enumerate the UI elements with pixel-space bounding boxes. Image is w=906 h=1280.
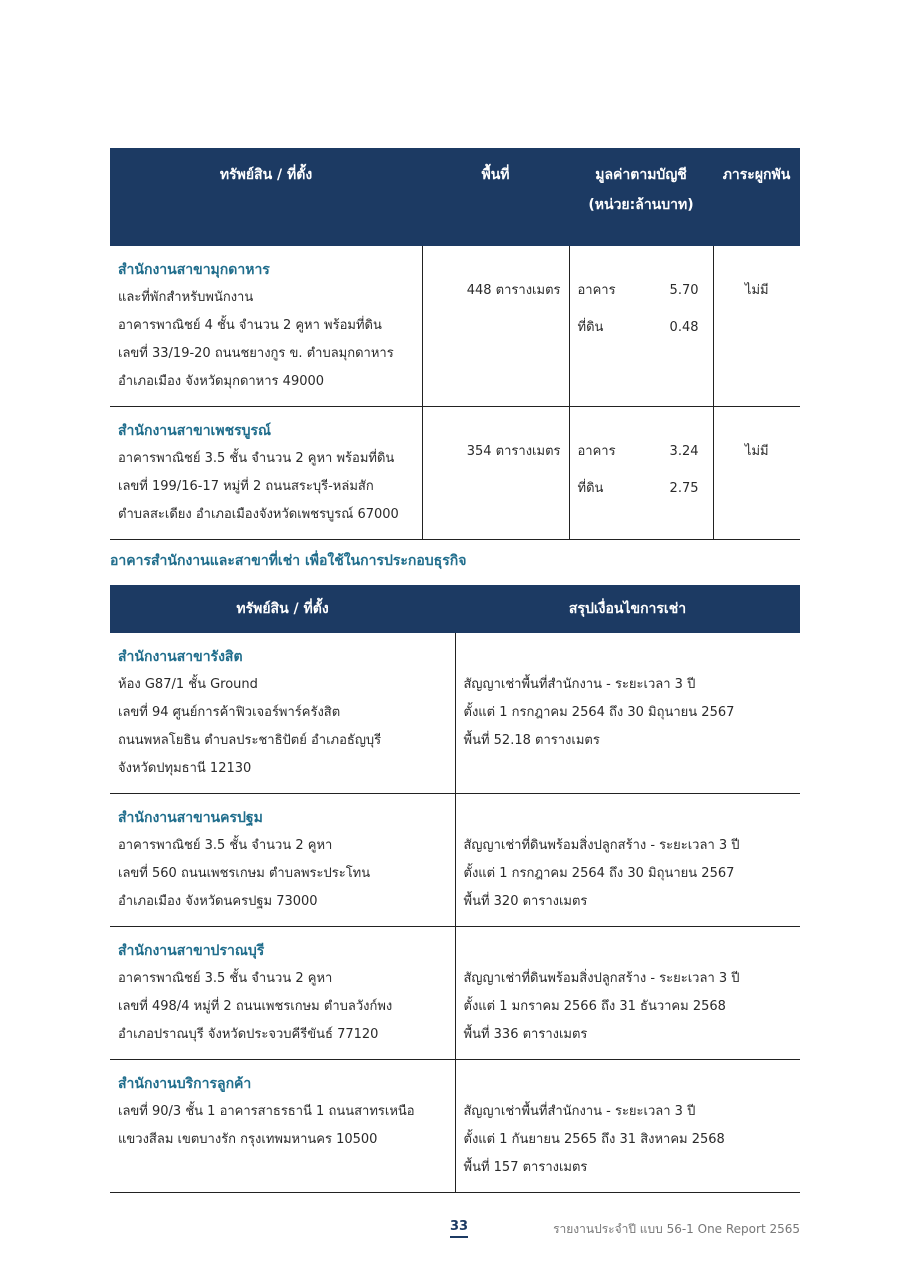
asset-location-cell xyxy=(110,407,422,540)
branch-name: สำนักงานสาขาปราณบุรี xyxy=(118,943,265,959)
address-line: เลขที่ 94 ศูนย์การค้าฟิวเจอร์พาร์ครังสิต xyxy=(118,705,341,720)
table-header-row xyxy=(110,585,800,633)
lease-term-line: ตั้งแต่ 1 กันยายน 2565 ถึง 31 สิงหาคม 2568 xyxy=(463,1132,725,1147)
obligation-cell: ไม่มี xyxy=(713,407,800,540)
table-row xyxy=(110,246,800,407)
lease-term-line: พื้นที่ 157 ตารางเมตร xyxy=(463,1160,588,1175)
land-label: ที่ดิน xyxy=(577,320,604,335)
lease-term-line: สัญญาเช่าที่ดินพร้อมสิ่งปลูกสร้าง - ระยะเวลา 3 ปี xyxy=(463,971,740,986)
building-label: อาคาร xyxy=(577,444,616,459)
address-line: ถนนพหลโยธิน ตำบลประชาธิปัตย์ อำเภอธัญบุรี xyxy=(118,733,382,748)
lease-term-line: พื้นที่ 320 ตารางเมตร xyxy=(463,894,588,909)
branch-name: สำนักงานสาขานครปฐม xyxy=(118,810,263,826)
address-line: ตำบลสะเดียง อำเภอเมืองจังหวัดเพชรบูรณ์ 67000 xyxy=(118,507,399,522)
building-value-row xyxy=(578,438,699,475)
address-line: ห้อง G87/1 ชั้น Ground xyxy=(118,677,258,692)
header-obligation: ภาระผูกพัน xyxy=(713,148,800,246)
lease-term-line: พื้นที่ 336 ตารางเมตร xyxy=(463,1027,588,1042)
address-line: จังหวัดปทุมธานี 12130 xyxy=(118,761,252,776)
header-asset-location: ทรัพย์สิน / ที่ตั้ง xyxy=(110,148,422,246)
header-lease-terms: สรุปเงื่อนไขการเช่า xyxy=(455,585,800,633)
leased-property-table xyxy=(110,585,800,1193)
asset-location-cell xyxy=(110,927,455,1060)
table-row xyxy=(110,633,800,794)
lease-terms-cell xyxy=(455,927,800,1060)
header-area: พื้นที่ xyxy=(422,148,569,246)
report-name: รายงานประจำปี แบบ 56-1 One Report 2565 xyxy=(553,1222,800,1236)
obligation-cell: ไม่มี xyxy=(713,246,800,407)
lease-term-line: สัญญาเช่าพื้นที่สำนักงาน - ระยะเวลา 3 ปี xyxy=(463,1104,696,1119)
lease-term-line: ตั้งแต่ 1 กรกฎาคม 2564 ถึง 30 มิถุนายน 2567 xyxy=(463,866,735,881)
address-line: เลขที่ 498/4 หมู่ที่ 2 ถนนเพชรเกษม ตำบลวังก์พง xyxy=(118,999,393,1014)
address-line: เลขที่ 199/16-17 หมู่ที่ 2 ถนนสระบุรี-หล่มสัก xyxy=(118,479,374,494)
address-line: อาคารพาณิชย์ 3.5 ชั้น จำนวน 2 คูหา xyxy=(118,838,333,853)
area-cell: 448 ตารางเมตร xyxy=(422,246,569,407)
table-row xyxy=(110,794,800,927)
branch-name: สำนักงานสาขามุกดาหาร xyxy=(118,262,270,278)
lease-terms-cell xyxy=(455,1060,800,1193)
table-row xyxy=(110,927,800,1060)
address-line: เลขที่ 90/3 ชั้น 1 อาคารสาธรธานี 1 ถนนสาทรเหนือ xyxy=(118,1104,415,1119)
building-label: อาคาร xyxy=(577,283,616,298)
lease-term-line: ตั้งแต่ 1 กรกฎาคม 2564 ถึง 30 มิถุนายน 2567 xyxy=(463,705,735,720)
land-value-row xyxy=(578,475,699,512)
header-book-value-unit: (หน่วย:ล้านบาท) xyxy=(588,197,694,213)
asset-location-cell xyxy=(110,1060,455,1193)
address-line: อาคารพาณิชย์ 4 ชั้น จำนวน 2 คูหา พร้อมที่ดิน xyxy=(118,318,382,333)
lease-term-line: สัญญาเช่าพื้นที่สำนักงาน - ระยะเวลา 3 ปี xyxy=(463,677,696,692)
table-row xyxy=(110,407,800,540)
address-line: และที่พักสำหรับพนักงาน xyxy=(118,290,254,305)
lease-term-line: พื้นที่ 52.18 ตารางเมตร xyxy=(463,733,600,748)
lease-term-line: ตั้งแต่ 1 มกราคม 2566 ถึง 31 ธันวาคม 2568 xyxy=(463,999,726,1014)
land-value-row xyxy=(578,314,699,351)
branch-name: สำนักงานสาขารังสิต xyxy=(118,649,243,665)
address-line: เลขที่ 560 ถนนเพชรเกษม ตำบลพระประโทน xyxy=(118,866,371,881)
section-title: อาคารสำนักงานและสาขาที่เช่า เพื่อใช้ในการประกอบธุรกิจ xyxy=(110,553,467,569)
book-value-cell xyxy=(569,407,713,540)
header-book-value-label: มูลค่าตามบัญชี xyxy=(595,167,687,183)
building-value: 3.24 xyxy=(669,444,699,459)
owned-property-table xyxy=(110,148,800,540)
asset-location-cell xyxy=(110,246,422,407)
address-line: อำเภอปราณบุรี จังหวัดประจวบคีรีขันธ์ 77120 xyxy=(118,1027,379,1042)
asset-location-cell xyxy=(110,633,455,794)
address-line: อาคารพาณิชย์ 3.5 ชั้น จำนวน 2 คูหา xyxy=(118,971,333,986)
area-cell: 354 ตารางเมตร xyxy=(422,407,569,540)
lease-terms-cell xyxy=(455,794,800,927)
address-line: แขวงสีลม เขตบางรัก กรุงเทพมหานคร 10500 xyxy=(118,1132,378,1147)
building-value-row xyxy=(578,277,699,314)
asset-location-cell xyxy=(110,794,455,927)
lease-terms-cell xyxy=(455,633,800,794)
address-line: อำเภอเมือง จังหวัดนครปฐม 73000 xyxy=(118,894,318,909)
address-line: เลขที่ 33/19-20 ถนนชยางกูร ข. ตำบลมุกดาหาร xyxy=(118,346,394,361)
land-value: 2.75 xyxy=(669,481,699,496)
address-line: อาคารพาณิชย์ 3.5 ชั้น จำนวน 2 คูหา พร้อมที่ดิน xyxy=(118,451,395,466)
book-value-cell xyxy=(569,246,713,407)
table-row xyxy=(110,1060,800,1193)
lease-term-line: สัญญาเช่าที่ดินพร้อมสิ่งปลูกสร้าง - ระยะเวลา 3 ปี xyxy=(463,838,740,853)
header-asset-location: ทรัพย์สิน / ที่ตั้ง xyxy=(110,585,455,633)
page-number: 33 xyxy=(450,1219,468,1238)
branch-name: สำนักงานบริการลูกค้า xyxy=(118,1076,252,1092)
header-book-value xyxy=(569,148,713,246)
land-value: 0.48 xyxy=(669,320,699,335)
land-label: ที่ดิน xyxy=(577,481,604,496)
branch-name: สำนักงานสาขาเพชรบูรณ์ xyxy=(118,423,271,439)
building-value: 5.70 xyxy=(669,283,699,298)
table-header-row xyxy=(110,148,800,246)
address-line: อำเภอเมือง จังหวัดมุกดาหาร 49000 xyxy=(118,374,325,389)
